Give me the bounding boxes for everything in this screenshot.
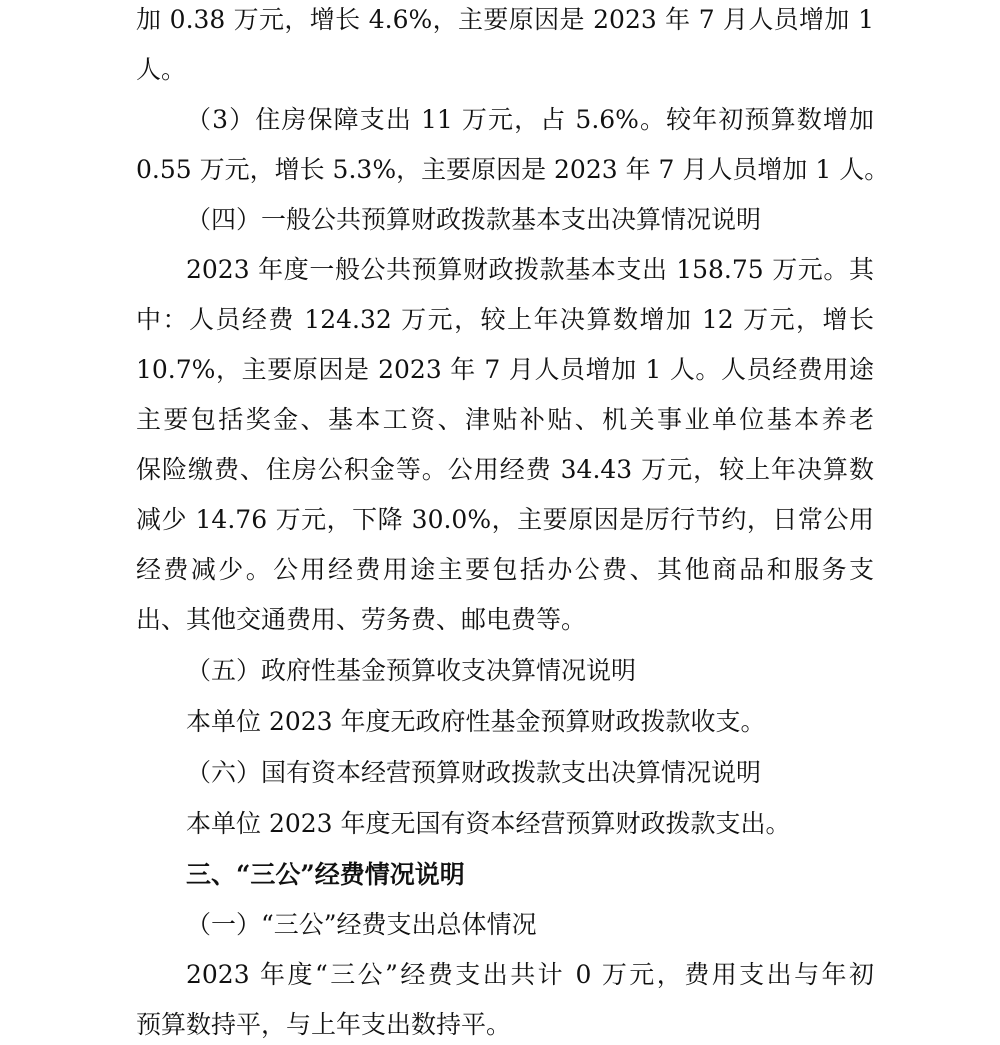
paragraph-line: 2023 年度“三公”经费支出共计 0 万元，费用支出与年初: [186, 960, 874, 989]
paragraph-line: 主要包括奖金、基本工资、津贴补贴、机关事业单位基本养老: [136, 405, 874, 434]
section-heading: （四）一般公共预算财政拨款基本支出决算情况说明: [186, 205, 762, 234]
paragraph-line: 本单位 2023 年度无国有资本经营预算财政拨款支出。: [186, 809, 791, 838]
paragraph-line: 出、其他交通费用、劳务费、邮电费等。: [136, 605, 587, 634]
paragraph-line: 2023 年度一般公共预算财政拨款基本支出 158.75 万元。其: [186, 255, 874, 284]
section-heading: （一）“三公”经费支出总体情况: [186, 910, 537, 939]
paragraph-line: 预算数持平，与上年支出数持平。: [136, 1010, 512, 1039]
chapter-heading: 三、“三公”经费情况说明: [186, 860, 465, 889]
paragraph-line: 减少 14.76 万元，下降 30.0%，主要原因是厉行节约，日常公用: [136, 505, 874, 534]
paragraph-line: 10.7%，主要原因是 2023 年 7 月人员增加 1 人。人员经费用途: [136, 355, 874, 384]
paragraph-line: 经费减少。公用经费用途主要包括办公费、其他商品和服务支: [136, 555, 874, 584]
paragraph-line: 0.55 万元，增长 5.3%，主要原因是 2023 年 7 月人员增加 1 人。: [136, 155, 890, 184]
paragraph-line: 中：人员经费 124.32 万元，较上年决算数增加 12 万元，增长: [136, 305, 874, 334]
section-heading: （六）国有资本经营预算财政拨款支出决算情况说明: [186, 758, 762, 787]
paragraph-line: 保险缴费、住房公积金等。公用经费 34.43 万元，较上年决算数: [136, 455, 874, 484]
paragraph-line: 本单位 2023 年度无政府性基金预算财政拨款收支。: [186, 707, 766, 736]
paragraph-line: （3）住房保障支出 11 万元，占 5.6%。较年初预算数增加: [186, 105, 874, 134]
paragraph-line: 人。: [136, 55, 187, 84]
paragraph-line: 加 0.38 万元，增长 4.6%，主要原因是 2023 年 7 月人员增加 1: [136, 5, 874, 34]
section-heading: （五）政府性基金预算收支决算情况说明: [186, 656, 637, 685]
